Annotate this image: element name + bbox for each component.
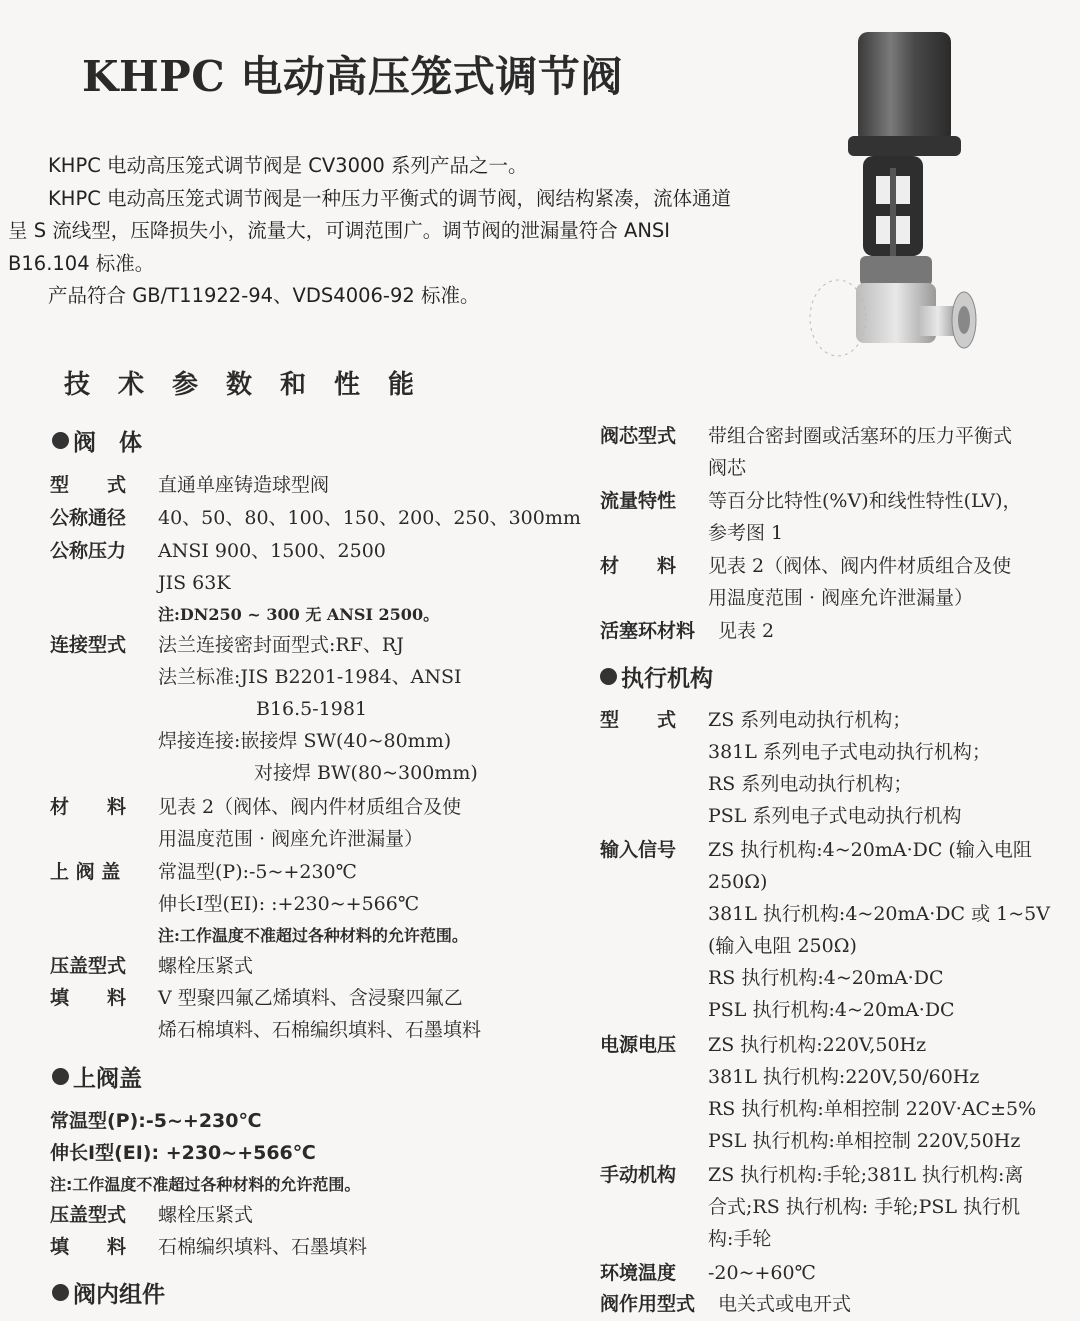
page-title: KHPC 电动高压笼式调节阀 [82,52,623,101]
spec-row-gland-type: 压盖型式 螺栓压紧式 [50,955,254,977]
bullet-icon [52,432,69,449]
actuator-row-action-type: 阀作用型式 电关式或电开式 [600,1293,852,1315]
trim-row-plug-type: 阀芯型式 带组合密封圈或活塞环的压力平衡式 阀芯 [600,425,1013,479]
intro-paragraph-1: KHPC 电动高压笼式调节阀是 CV3000 系列产品之一。 [48,154,528,177]
actuator-row-input-signal: 输入信号 ZS 执行机构:4~20mA·DC (输入电阻 250Ω) 381L 执行机构:4~20mA·DC 或 1~5V (输入电阻 250Ω) RS 执行机构:4~20mA·DC PSL 执行机构:4~20mA·DC [600,839,1050,1021]
intro-text [8,150,743,313]
actuator-row-power-supply: 电源电压 ZS 执行机构:220V,50Hz 381L 执行机构:220V,50/60Hz RS 执行机构:单相控制 220V·AC±5% PSL 执行机构:单相控制 220V,50Hz [600,1034,1037,1152]
spec-row-nominal-pressure: 公称压力 ANSI 900、1500、2500 JIS 63K 注:DN250 ~ 300 无 ANSI 2500。 [50,535,439,631]
bonnet-row-packing: 填 料 石棉编织填料、石墨填料 [50,1236,368,1258]
trim-row-material: 材 料 见表 2（阀体、阀内件材质组合及使 用温度范围 · 阀座允许泄漏量） [600,555,1012,609]
trim-row-flow-characteristic: 流量特性 等百分比特性(%V)和线性特性(LV)， 参考图 1 [600,490,1022,544]
actuator-row-type: 型 式 ZS 系列电动执行机构； 381L 系列电子式电动执行机构； RS 系列电动执行机构； PSL 系列电子式电动执行机构 [600,709,991,827]
spec-row-bonnet: 上 阀 盖 常温型(P):-5~+230℃ 伸长Ⅰ型(EⅠ): :+230~+566℃ 注:工作温度不准超过各种材料的允许范围。 [50,856,468,952]
pressure-note: 注:DN250 ~ 300 无 ANSI 2500。 [158,605,440,624]
bonnet-row-gland: 压盖型式 螺栓压紧式 [50,1204,254,1226]
bullet-icon [52,1068,69,1085]
actuator-row-ambient-temp: 环境温度 -20~+60℃ [600,1262,816,1284]
spec-row-connection: 连接型式 法兰连接密封面型式:RF、RJ 法兰标准:JIS B2201-1984、ANSI B16.5-1981 焊接连接:嵌接焊 SW(40~80mm) 对接焊 BW(80~300mm) [50,634,478,784]
bonnet-lines: 常温型(P):-5~+230℃ 伸长Ⅰ型(EⅠ): +230~+566℃ 注:工作温度不准超过各种材料的允许范围。 [50,1110,361,1194]
valve-product-image [808,28,988,378]
spec-row-nominal-diameter: 公称通径 40、50、80、100、150、200、250、300mm [50,507,581,529]
heading-actuator: 执行机构 [600,660,713,693]
spec-row-packing: 填 料 V 型聚四氟乙烯填料、含浸聚四氟乙 烯石棉填料、石棉编织填料、石墨填料 [50,987,482,1041]
spec-row-material: 材 料 见表 2（阀体、阀内件材质组合及使 用温度范围 · 阀座允许泄漏量） [50,796,462,850]
trim-row-piston-ring: 活塞环材料 见表 2 [600,620,775,642]
bullet-icon [600,668,617,685]
bullet-icon [52,1284,69,1301]
intro-paragraph-2: KHPC 电动高压笼式调节阀是一种压力平衡式的调节阀，阀结构紧凑，流体通道呈 S 流线型，压降损失小，流量大，可调范围广。调节阀的泄漏量符合 ANSI B16.104 标准。 [8,186,732,275]
heading-trim: 阀内组件 [52,1276,165,1309]
temperature-note: 注:工作温度不准超过各种材料的允许范围。 [158,926,468,945]
intro-paragraph-3: 产品符合 GB/T11922-94、VDS4006-92 标准。 [48,284,480,307]
spec-row-type: 型 式 直通单座铸造球型阀 [50,474,330,496]
actuator-row-manual: 手动机构 ZS 执行机构:手轮;381L 执行机构:离 合式;RS 执行机构: 手轮;PSL 执行机 构:手轮 [600,1164,1024,1250]
section-title-specs: 技术参数和性能 [64,370,443,400]
heading-valve-body: 阀 体 [52,424,142,457]
heading-bonnet: 上阀盖 [52,1060,142,1093]
